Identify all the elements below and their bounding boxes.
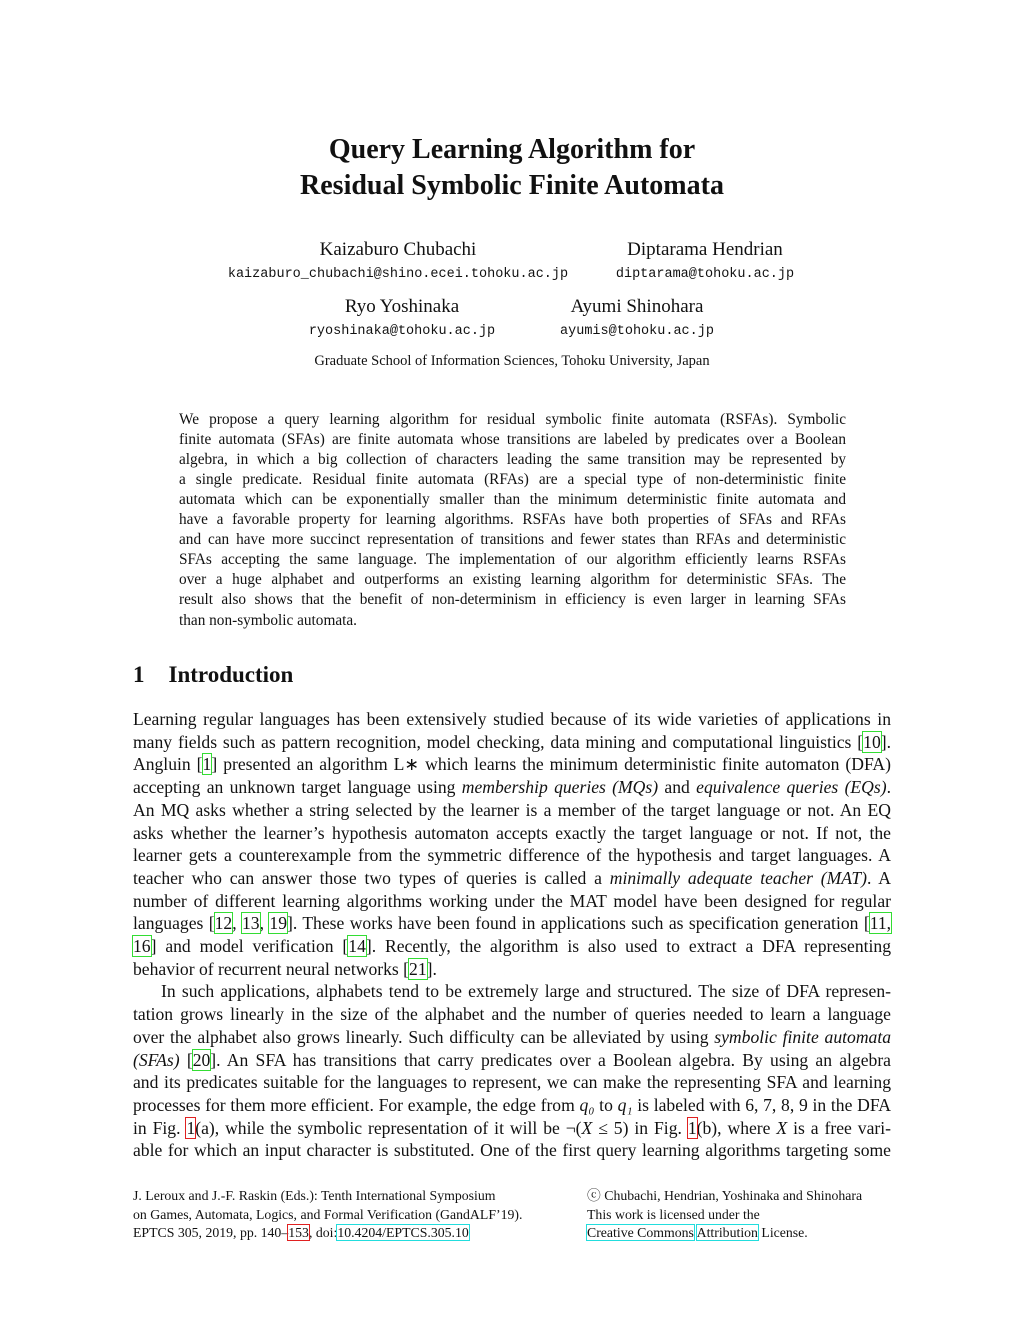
- text: have a favorable property for learning algorithms. RSFAs have both properties of SFAs and RFAs: [179, 511, 846, 529]
- text: (b), where: [696, 1117, 777, 1138]
- italic-text: q₀: [579, 1094, 595, 1115]
- italic-text: X: [776, 1117, 788, 1138]
- text-line: [133, 823, 891, 844]
- italic-text: X: [581, 1117, 593, 1138]
- author-email[interactable]: diptarama@tohoku.ac.jp: [615, 267, 795, 282]
- citation-link[interactable]: 19: [269, 913, 287, 934]
- footer-link[interactable]: 153: [288, 1225, 309, 1240]
- text: ,: [259, 913, 270, 934]
- text: a single predicate. Residual finite automata (RFAs) are a special type of non-deterministic finite: [179, 471, 846, 489]
- text: learner gets a counterexample from the symmetric difference of the hypothesis and target languages. A: [133, 845, 891, 866]
- text-line: [133, 1095, 891, 1116]
- citation-link[interactable]: 13: [242, 913, 260, 934]
- author-name: Ayumi Shinohara: [570, 296, 704, 317]
- footer-line: [133, 1224, 522, 1243]
- text: than non-symbolic automata.: [179, 611, 357, 629]
- text: ] presented an algorithm L∗ which learns the minimum deterministic finite automaton (DFA): [211, 754, 891, 775]
- text-line: [133, 1072, 891, 1093]
- text-line: [133, 709, 891, 730]
- author-email[interactable]: ryoshinaka@tohoku.ac.jp: [308, 324, 496, 339]
- reference-link[interactable]: 1: [186, 1117, 196, 1138]
- text: ].: [426, 958, 437, 979]
- text: J. Leroux and J.-F. Raskin (Eds.): Tenth International Symposium: [133, 1188, 496, 1203]
- text: asks whether the learner’s hypothesis automaton accepts exactly the target language or not. If not, the: [133, 822, 891, 843]
- text: ]. These works have been found in applications such as specification generation [: [286, 913, 870, 934]
- paper-title-line-2: Residual Symbolic Finite Automata: [300, 170, 724, 201]
- text-line: [179, 451, 846, 469]
- text: ⓒ Chubachi, Hendrian, Yoshinaka and Shinohara: [587, 1188, 863, 1203]
- footer-line: [587, 1187, 862, 1206]
- text-line: [133, 754, 891, 775]
- author-name: Kaizaburo Chubachi: [319, 239, 477, 260]
- text: EPTCS 305, 2019, pp. 140–: [133, 1225, 289, 1240]
- text: , doi:: [308, 1225, 338, 1240]
- footer-line: [133, 1206, 522, 1225]
- text-line: [133, 845, 891, 866]
- text-line: [179, 531, 846, 549]
- italic-text: membership queries (MQs): [461, 777, 659, 798]
- reference-link[interactable]: 1: [687, 1117, 697, 1138]
- author-name: Diptarama Hendrian: [627, 239, 783, 260]
- citation-link[interactable]: 16: [133, 936, 151, 956]
- text-line: [133, 913, 891, 934]
- text-line: [179, 491, 846, 509]
- text: accepting an unknown target language using: [133, 777, 462, 798]
- text: in Fig.: [133, 1117, 187, 1138]
- text: is a free vari-: [787, 1117, 892, 1138]
- text-line: [179, 551, 846, 569]
- italic-text: q₁: [617, 1094, 633, 1115]
- text: able for which an input character is substituted. One of the first query learning algorithms targeting some: [133, 1140, 891, 1161]
- italic-text: symbolic finite automata: [714, 1026, 892, 1047]
- section-heading: [133, 662, 317, 688]
- text-line: [133, 732, 891, 753]
- citation-link[interactable]: 10: [863, 731, 881, 752]
- text-line: [179, 511, 846, 529]
- citation-link[interactable]: 14: [348, 936, 366, 956]
- text-line: [133, 1050, 891, 1071]
- text: result also shows that the benefit of non-determinism in efficiency is even larger in learning SFAs: [179, 591, 846, 609]
- citation-link[interactable]: 1: [202, 754, 212, 775]
- text: finite automata (SFAs) are finite automata whose transitions are labeled by predicates over a Boolean: [179, 431, 846, 449]
- text: and: [658, 777, 697, 798]
- footer-link[interactable]: Attribution: [696, 1225, 758, 1240]
- citation-link[interactable]: 11,: [869, 913, 892, 934]
- text: ,: [232, 913, 242, 934]
- text-line: [133, 777, 891, 798]
- text-line: [133, 1118, 891, 1139]
- text-line: [179, 471, 846, 489]
- text: ]. Recently, the algorithm is also used to extract a DFA representing: [365, 936, 891, 956]
- text: ≤ 5) in Fig.: [592, 1117, 688, 1138]
- text: languages [: [133, 913, 215, 934]
- text-line: [161, 981, 891, 1002]
- text: Angluin [: [133, 754, 203, 775]
- footer-venue: [133, 1187, 522, 1243]
- text: ].: [880, 731, 891, 752]
- text-line: [133, 936, 891, 957]
- text: over a huge alphabet and outperforms an existing learning algorithm for deterministic SFAs. The: [179, 571, 846, 589]
- text-line: [133, 1004, 891, 1025]
- footer-line: [587, 1206, 862, 1225]
- text: to: [594, 1094, 618, 1115]
- footer-line: [133, 1187, 522, 1206]
- footer-link[interactable]: 10.4204/EPTCS.305.10: [337, 1225, 469, 1240]
- text: tation grows linearly in the size of the alphabet and the number of queries needed to learn a language: [133, 1004, 891, 1025]
- text: In such applications, alphabets tend to be extremely large and structured. The size of DFA represen-: [161, 981, 891, 1002]
- text: [: [179, 1049, 193, 1070]
- text: This work is licensed under the: [587, 1206, 760, 1222]
- text-line: [179, 591, 846, 609]
- text: and can have more succinct representation of transitions and fewer states than RFAs and deterministic: [179, 531, 846, 549]
- text-line: [133, 891, 891, 912]
- text: (a), while the symbolic representation of it will be ¬(: [195, 1117, 582, 1138]
- section-number: 1: [133, 662, 145, 687]
- citation-link[interactable]: 12: [214, 913, 233, 934]
- text: algebra, in which a big collection of characters leading the same transition may be represented by: [179, 451, 846, 469]
- text-line: [133, 959, 891, 980]
- text: many fields such as pattern recognition, model checking, data mining and computational linguistics [: [133, 731, 864, 752]
- text-line: [179, 571, 846, 589]
- text: on Games, Automata, Logics, and Formal Verification (GandALF’19).: [133, 1206, 523, 1222]
- text: An MQ asks whether a string selected by the learner is a member of the target language or not. An EQ: [133, 799, 891, 820]
- text: ] and model verification [: [150, 936, 349, 956]
- text-line: [133, 1140, 891, 1161]
- section-title: Introduction: [168, 662, 294, 687]
- text: teacher who can answer those two types of queries is called a: [133, 867, 610, 888]
- text: .: [886, 777, 891, 798]
- citation-link[interactable]: 20: [192, 1049, 211, 1070]
- text-line: [179, 431, 846, 449]
- affiliation: Graduate School of Information Sciences, Tohoku University, Japan: [314, 353, 710, 369]
- author-email[interactable]: kaizaburo_chubachi@shino.ecei.tohoku.ac.jp: [227, 267, 569, 282]
- footer-license: [587, 1187, 862, 1243]
- text: and its predicates suitable for the languages to represent, we can make the representing SFA and learning: [133, 1072, 891, 1093]
- text-line: [133, 1027, 891, 1048]
- text: is labeled with 6, 7, 8, 9 in the DFA: [632, 1094, 892, 1115]
- paper-title-line-1: Query Learning Algorithm for: [328, 134, 696, 165]
- italic-text: minimally adequate teacher (MAT): [609, 867, 868, 888]
- text-line: [133, 868, 891, 889]
- text: We propose a query learning algorithm for residual symbolic finite automata (RSFAs). Symbolic: [179, 411, 846, 428]
- italic-text: equivalence queries (EQs): [696, 777, 887, 798]
- text: behavior of recurrent neural networks [: [133, 958, 410, 979]
- footer-line: [587, 1224, 862, 1243]
- footer-link[interactable]: Creative Commons: [587, 1225, 694, 1240]
- text-line: [179, 411, 846, 429]
- text-line: [179, 612, 846, 630]
- text: ]. An SFA has transitions that carry predicates over a Boolean algebra. By using an algebra: [210, 1049, 891, 1070]
- italic-text: (SFAs): [133, 1049, 180, 1070]
- text: . A: [867, 867, 891, 888]
- text: over the alphabet also grows linearly. Such difficulty can be alleviated by using: [133, 1026, 715, 1047]
- text-line: [133, 800, 891, 821]
- author-name: Ryo Yoshinaka: [344, 296, 460, 317]
- text: automata which can be exponentially smaller than the minimum deterministic finite automata and: [179, 491, 846, 509]
- text: processes for them more efficient. For example, the edge from: [133, 1094, 580, 1115]
- text: License.: [757, 1225, 808, 1240]
- text: Learning regular languages has been extensively studied because of its wide varieties of applications in: [133, 709, 891, 729]
- author-email[interactable]: ayumis@tohoku.ac.jp: [560, 324, 714, 339]
- text: number of different learning algorithms working under the MAT model have been designed for regular: [133, 890, 891, 911]
- text: SFAs accepting the same language. The implementation of our algorithm efficiently learns RSFAs: [179, 551, 846, 569]
- citation-link[interactable]: 21: [409, 958, 427, 979]
